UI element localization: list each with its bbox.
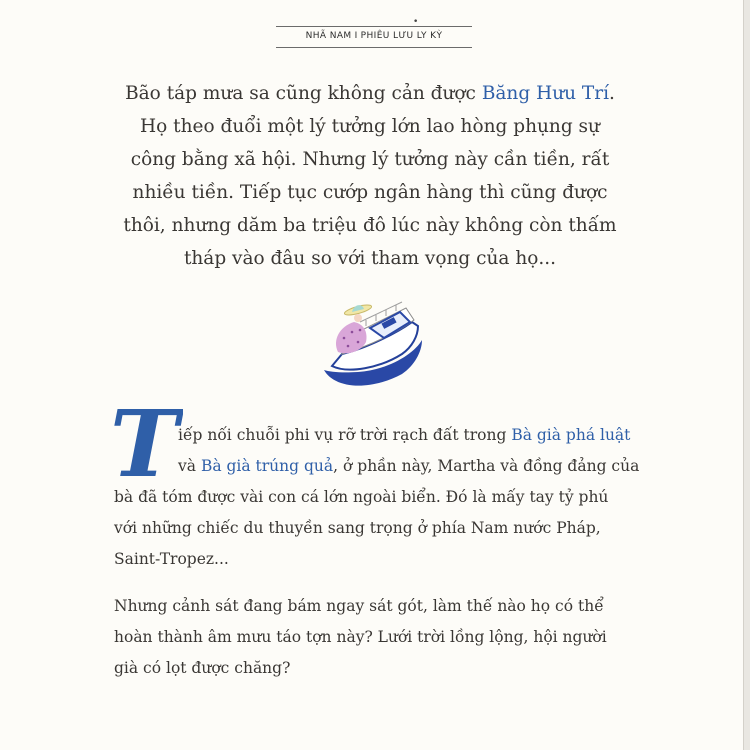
body-line: Nhưng cảnh sát đang bám ngay sát gót, làm thế nào họ có thể [114,597,604,615]
body-line: hoàn thành âm mưu táo tợn này? Lưới trời lồng lộng, hội người [114,628,607,646]
intro-line: nhiều tiền. Tiếp tục cướp ngân hàng thì cũng được [132,182,608,203]
body-line [114,451,654,482]
header-publisher: NHÃ NAM [305,31,352,41]
body-line: bà đã tóm được vài con cá lớn ngoài biển. Đó là mấy tay tỷ phú [114,488,609,506]
body-text: , ở phần này, Martha và đồng đảng của [333,457,640,475]
page-edge-line [743,0,744,750]
book-title-link: Bà già phá luật [511,426,631,444]
body-text: và [178,457,201,475]
header-separator: I [354,31,358,41]
body-line: với những chiếc du thuyền sang trọng ở phía Nam nước Pháp, [114,519,601,537]
intro-blurb [90,77,650,275]
intro-line: tháp vào đâu so với tham vọng của họ... [183,248,557,269]
body-line [114,420,654,451]
drop-cap-letter: T [110,398,179,488]
header-rule-bottom [276,47,472,48]
intro-line: công bằng xã hội. Nhưng lý tưởng này cần tiền, rất [130,149,610,170]
running-header [276,17,472,48]
body-paragraph-2 [114,591,654,684]
intro-line [90,77,650,110]
body-text: iếp nối chuỗi phi vụ rỡ trời rạch đất trong [178,426,512,444]
header-dot: • [413,17,419,27]
header-text [276,31,472,41]
page-edge [744,0,750,750]
book-title-link: Bà già trúng quả [200,457,334,475]
gang-name-highlight: Băng Hưu Trí [481,83,610,104]
intro-line: Họ theo đuổi một lý tưởng lớn lao hòng phụng sự [140,116,600,137]
intro-line: thôi, nhưng dăm ba triệu đô lúc này không còn thấm [123,215,617,236]
body-line: già có lọt được chăng? [114,659,291,677]
header-rule-top [276,26,472,27]
body-line: Saint-Tropez... [114,550,229,568]
body-paragraph-1 [114,420,654,575]
yacht-illustration-icon [318,292,430,392]
header-series: PHIÊU LƯU LY KỲ [360,31,443,41]
intro-text: . [609,83,615,104]
intro-text: Bão táp mưa sa cũng không cản được [125,83,482,104]
